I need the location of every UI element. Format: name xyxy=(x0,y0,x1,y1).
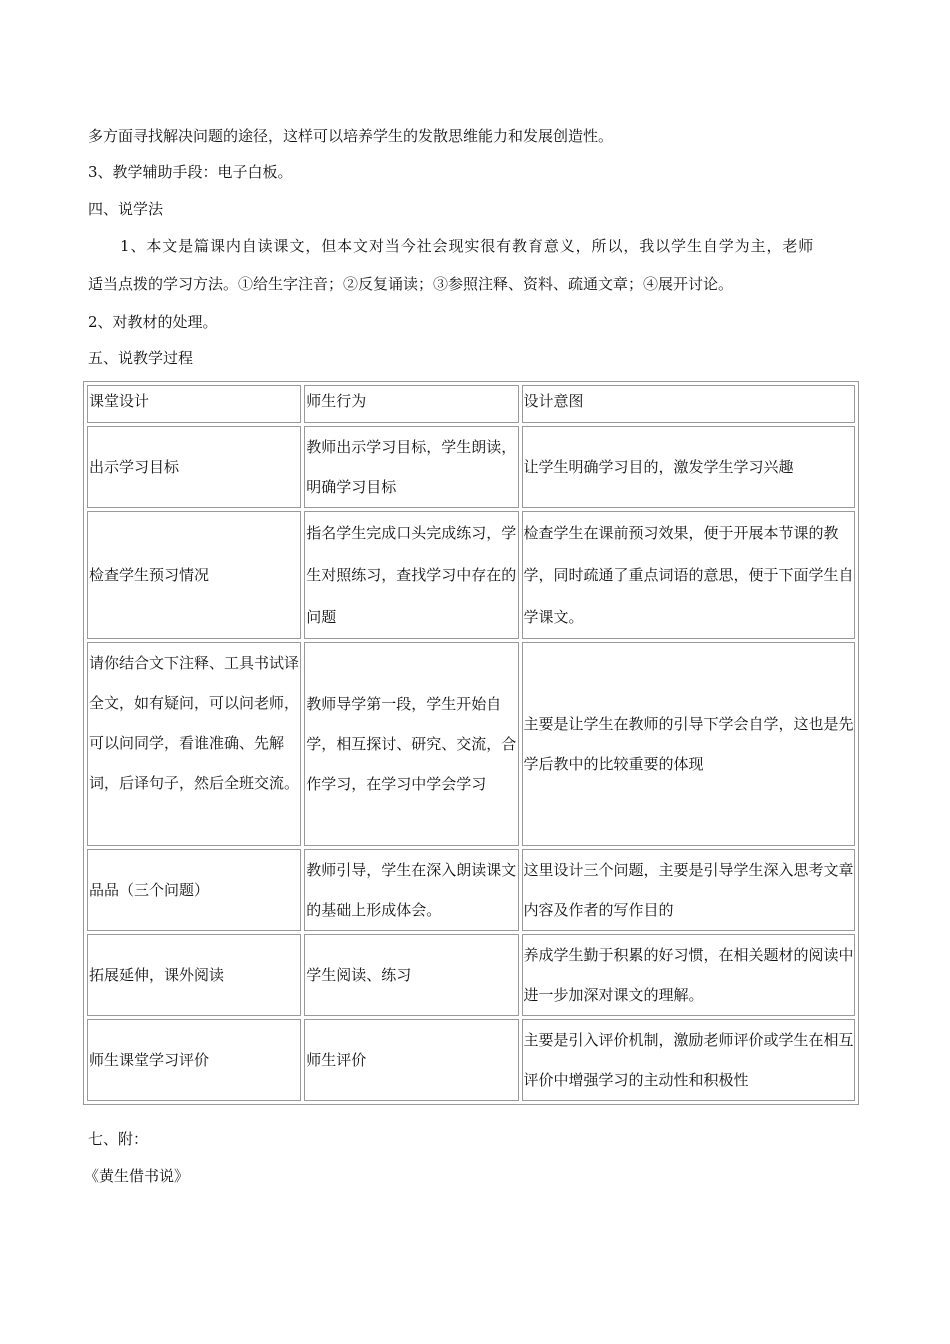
table-cell: 教师出示学习目标，学生朗读，明确学习目标 xyxy=(304,426,518,508)
paragraph-learning-method-1-cont: 适当点拨的学习方法。①给生字注音；②反复诵读；③参照注释、资料、疏通文章；④展开讨论。 xyxy=(88,275,734,293)
appendix-title: 《黄生借书说》 xyxy=(84,1167,190,1185)
table-cell: 拓展延伸，课外阅读 xyxy=(87,934,301,1016)
table-cell: 师生课堂学习评价 xyxy=(87,1019,301,1101)
teaching-process-table xyxy=(83,381,859,1105)
table-header-row xyxy=(87,385,855,423)
table-cell: 请你结合文下注释、工具书试译全文，如有疑问，可以问老师，可以问同学，看谁准确、先解词，后译句子，然后全班交流。 xyxy=(87,642,301,846)
paragraph-material-handling: 2、对教材的处理。 xyxy=(88,313,218,331)
table-cell: 指名学生完成口头完成练习，学生对照练习，查找学习中存在的问题 xyxy=(304,511,518,639)
section-heading-learning-method: 四、说学法 xyxy=(88,200,164,218)
table-cell: 出示学习目标 xyxy=(87,426,301,508)
table-cell: 师生评价 xyxy=(304,1019,518,1101)
table-header-cell: 课堂设计 xyxy=(87,385,301,423)
table-cell: 主要是引入评价机制，激励老师评价或学生在相互评价中增强学习的主动性和积极性 xyxy=(522,1019,855,1101)
table-row xyxy=(87,849,855,931)
table-cell: 品品（三个问题） xyxy=(87,849,301,931)
table-row xyxy=(87,1019,855,1101)
table-row xyxy=(87,426,855,508)
table-cell: 教师引导，学生在深入朗读课文的基础上形成体会。 xyxy=(304,849,518,931)
table-cell: 养成学生勤于积累的好习惯，在相关题材的阅读中进一步加深对课文的理解。 xyxy=(522,934,855,1016)
table-row xyxy=(87,511,855,639)
table-header-cell: 师生行为 xyxy=(304,385,518,423)
section-heading-appendix: 七、附： xyxy=(88,1130,149,1148)
table-cell: 让学生明确学习目的，激发学生学习兴趣 xyxy=(522,426,855,508)
table-row xyxy=(87,642,855,846)
table-cell: 这里设计三个问题，主要是引导学生深入思考文章内容及作者的写作目的 xyxy=(522,849,855,931)
paragraph-learning-method-1: 1、本文是篇课内自读课文，但本文对当今社会现实很有教育意义，所以，我以学生自学为主，老师 xyxy=(120,237,815,255)
table-row xyxy=(87,934,855,1016)
table-cell: 主要是让学生在教师的引导下学会自学，这也是先学后教中的比较重要的体现 xyxy=(522,642,855,846)
table-header-cell: 设计意图 xyxy=(522,385,855,423)
paragraph-teaching-aids: 3、教学辅助手段：电子白板。 xyxy=(88,163,293,181)
paragraph-continuation: 多方面寻找解决问题的途径，这样可以培养学生的发散思维能力和发展创造性。 xyxy=(88,127,614,145)
table-cell: 教师导学第一段，学生开始自学，相互探讨、研究、交流，合作学习，在学习中学会学习 xyxy=(304,642,518,846)
section-heading-teaching-process: 五、说教学过程 xyxy=(88,349,194,367)
table-cell: 检查学生预习情况 xyxy=(87,511,301,639)
table-cell: 检查学生在课前预习效果，便于开展本节课的教学，同时疏通了重点词语的意思，便于下面学生自学课文。 xyxy=(522,511,855,639)
table-cell: 学生阅读、练习 xyxy=(304,934,518,1016)
